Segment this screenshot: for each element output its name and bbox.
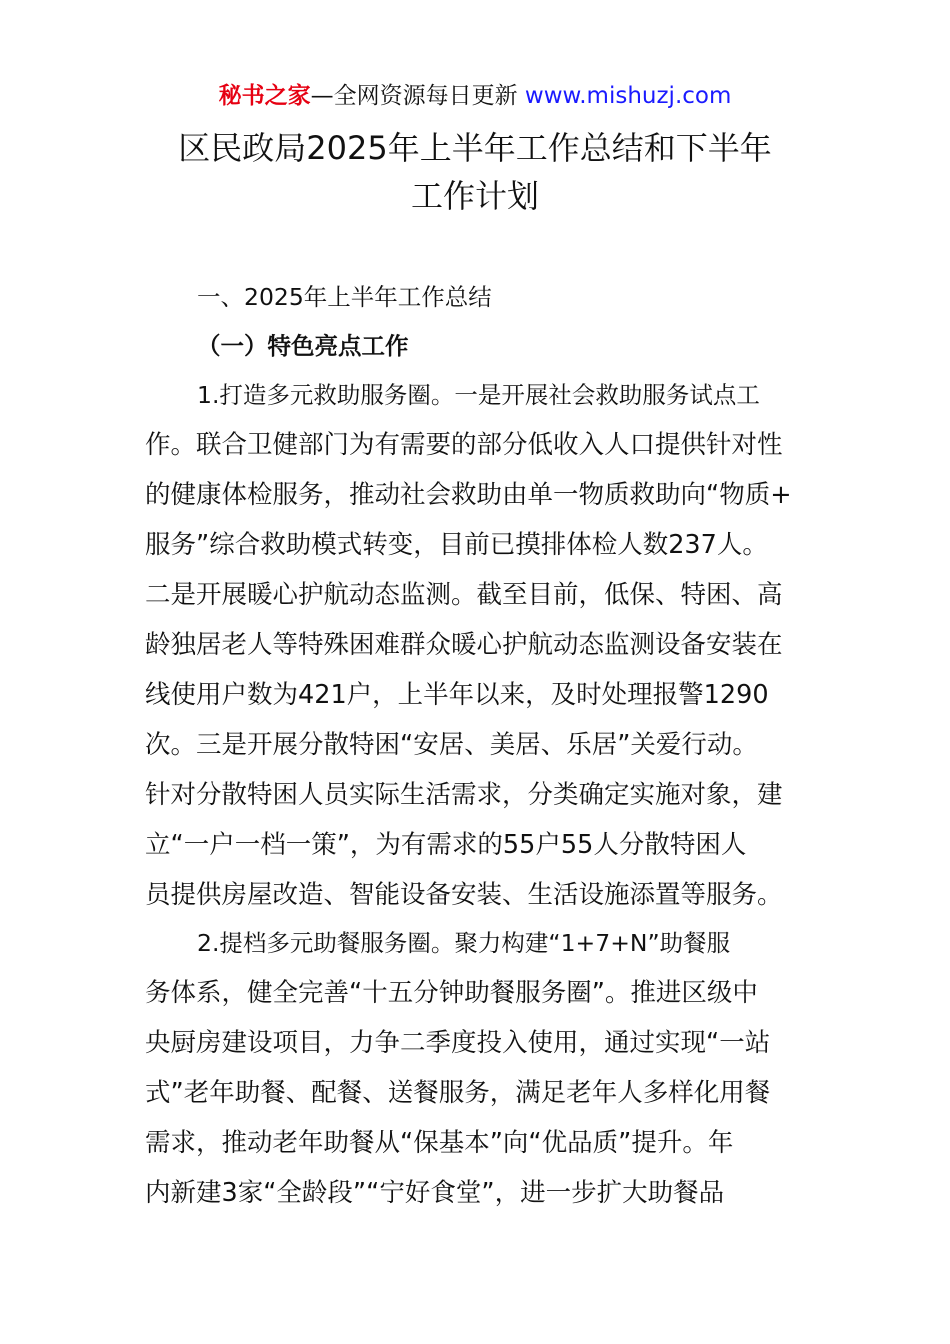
paragraph-line: 需求，推动老年助餐从“保基本”向“优品质”提升。年 <box>145 1128 734 1158</box>
paragraph-line: 员提供房屋改造、智能设备安装、生活设施添置等服务。 <box>145 880 783 910</box>
site-url-link[interactable]: www.mishuzj.com <box>524 83 732 109</box>
paragraph-line: 作。联合卫健部门为有需要的部分低收入人口提供针对性 <box>145 430 783 460</box>
paragraph-line: 立“一户一档一策”，为有需求的55户55人分散特困人 <box>145 830 747 860</box>
paragraph-line: 务体系，健全完善“十五分钟助餐服务圈”。推进区级中 <box>145 978 758 1008</box>
paragraph-line: 针对分散特困人员实际生活需求，分类确定实施对象，建 <box>145 780 783 810</box>
site-brand: 秘书之家 <box>218 83 311 109</box>
site-banner <box>0 80 950 112</box>
paragraph-line: 龄独居老人等特殊困难群众暖心护航动态监测设备安装在 <box>145 630 783 660</box>
document-title-line-2: 工作计划 <box>410 177 539 215</box>
paragraph-line: 2.提档多元助餐服务圈。聚力构建“1+7+N”助餐服 <box>197 929 731 957</box>
paragraph-line: 式”老年助餐、配餐、送餐服务，满足老年人多样化用餐 <box>145 1078 771 1108</box>
document-title-line-1: 区民政局2025年上半年工作总结和下半年 <box>178 129 772 167</box>
paragraph-line: 线使用户数为421户，上半年以来，及时处理报警1290 <box>145 680 769 710</box>
paragraph-line: 服务”综合救助模式转变，目前已摸排体检人数237人。 <box>145 530 768 560</box>
paragraph-line: 二是开展暖心护航动态监测。截至目前，低保、特困、高 <box>145 580 783 610</box>
paragraph-line: 内新建3家“全龄段”“宁好食堂”，进一步扩大助餐品 <box>145 1178 725 1208</box>
paragraph-line: 央厨房建设项目，力争二季度投入使用，通过实现“一站 <box>145 1028 771 1058</box>
section-heading: 一、2025年上半年工作总结 <box>197 283 492 311</box>
subsection-heading: （一）特色亮点工作 <box>197 332 409 360</box>
paragraph-line: 的健康体检服务，推动社会救助由单一物质救助向“物质+ <box>145 480 792 510</box>
paragraph-line: 次。三是开展分散特困“安居、美居、乐居”关爱行动。 <box>145 730 758 760</box>
paragraph-line: 1.打造多元救助服务圈。一是开展社会救助服务试点工 <box>197 381 760 409</box>
site-tagline: —全网资源每日更新 <box>310 83 518 109</box>
